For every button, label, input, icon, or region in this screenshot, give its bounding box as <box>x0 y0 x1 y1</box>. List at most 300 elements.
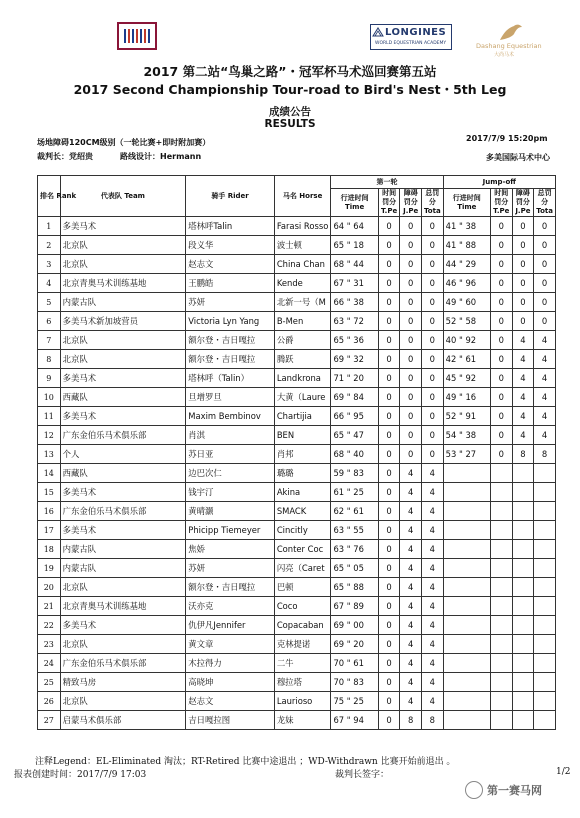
cell-jo-time <box>443 578 490 597</box>
cell-jo-time <box>443 502 490 521</box>
cell-team: 西藏队 <box>60 388 186 407</box>
cell-jo-total <box>534 578 556 597</box>
cell-rider: Phicipp Tiemeyer <box>186 521 275 540</box>
cell-horse: Copacaban <box>274 616 331 635</box>
cell-team: 多美马术新加坡营员 <box>60 312 186 331</box>
cell-jo-total: 0 <box>534 255 556 274</box>
cell-time: 65 " 47 <box>331 426 378 445</box>
cell-time: 59 " 83 <box>331 464 378 483</box>
chief-judge: 裁判长：党绍贵 <box>37 152 93 161</box>
cell-time-penalty: 0 <box>378 426 400 445</box>
cell-jo-time: 46 " 96 <box>443 274 490 293</box>
cell-horse: Laurioso <box>274 692 331 711</box>
table-row <box>38 635 556 654</box>
cell-time: 69 " 32 <box>331 350 378 369</box>
cell-jump-penalty: 4 <box>400 597 422 616</box>
cell-total: 4 <box>422 483 444 502</box>
cell-team: 多美马术 <box>60 217 186 236</box>
cell-time: 67 " 89 <box>331 597 378 616</box>
cell-team: 北京队 <box>60 255 186 274</box>
cell-jo-time: 49 " 16 <box>443 388 490 407</box>
cell-rank: 17 <box>38 521 61 540</box>
cell-team: 北京队 <box>60 350 186 369</box>
cell-team: 西藏队 <box>60 464 186 483</box>
cell-time-penalty: 0 <box>378 483 400 502</box>
cell-jo-jump-penalty <box>512 635 534 654</box>
cell-team: 广东金伯乐马术俱乐部 <box>60 502 186 521</box>
table-row <box>38 673 556 692</box>
cell-team: 北京队 <box>60 635 186 654</box>
cell-time: 65 " 88 <box>331 578 378 597</box>
cell-rank: 10 <box>38 388 61 407</box>
cell-jo-jump-penalty <box>512 711 534 730</box>
cell-jo-jump-penalty: 4 <box>512 331 534 350</box>
cell-horse: SMACK <box>274 502 331 521</box>
cell-horse: Farasi Rosso <box>274 217 331 236</box>
cell-total: 0 <box>422 350 444 369</box>
cell-total: 0 <box>422 274 444 293</box>
cell-jump-penalty: 4 <box>400 654 422 673</box>
col-horse: 马名 Horse <box>274 176 331 217</box>
cell-rider: 边巴次仁 <box>186 464 275 483</box>
cell-jo-total <box>534 521 556 540</box>
cell-total: 0 <box>422 445 444 464</box>
cell-time: 62 " 61 <box>331 502 378 521</box>
cell-jo-jump-penalty <box>512 502 534 521</box>
cell-jo-time-penalty: 0 <box>490 236 512 255</box>
col-time-penalty: 时间 罚分 T.Pe <box>378 189 400 217</box>
cell-jo-jump-penalty <box>512 597 534 616</box>
col-rider: 骑手 Rider <box>186 176 275 217</box>
cell-jo-time-penalty <box>490 483 512 502</box>
cell-jo-jump-penalty <box>512 578 534 597</box>
cell-jo-total <box>534 635 556 654</box>
table-row <box>38 293 556 312</box>
cell-time-penalty: 0 <box>378 654 400 673</box>
cell-jo-time: 42 " 61 <box>443 350 490 369</box>
cell-rider: 额尔登・吉日嘎拉 <box>186 350 275 369</box>
cell-rider: 苏日亚 <box>186 445 275 464</box>
table-row <box>38 407 556 426</box>
cell-time-penalty: 0 <box>378 236 400 255</box>
cell-rank: 8 <box>38 350 61 369</box>
cell-jo-time <box>443 521 490 540</box>
cell-horse: 璐璐 <box>274 464 331 483</box>
cell-time-penalty: 0 <box>378 407 400 426</box>
table-row <box>38 578 556 597</box>
cell-rank: 14 <box>38 464 61 483</box>
cell-jo-time-penalty <box>490 578 512 597</box>
cell-jo-time-penalty: 0 <box>490 217 512 236</box>
cell-horse: Akina <box>274 483 331 502</box>
cell-jump-penalty: 4 <box>400 635 422 654</box>
table-row <box>38 388 556 407</box>
cell-jo-total <box>534 673 556 692</box>
cell-team: 多美马术 <box>60 616 186 635</box>
cell-jo-total: 4 <box>534 426 556 445</box>
cell-rank: 15 <box>38 483 61 502</box>
cell-total: 4 <box>422 654 444 673</box>
cell-jo-jump-penalty <box>512 616 534 635</box>
longines-logo <box>370 24 452 50</box>
cell-time: 68 " 40 <box>331 445 378 464</box>
report-created: 报表创建时间：2017/7/9 17:03 <box>14 770 147 780</box>
cell-jump-penalty: 4 <box>400 616 422 635</box>
cell-rider: 塔林呼Talin <box>186 217 275 236</box>
cell-rank: 5 <box>38 293 61 312</box>
horse-icon <box>496 22 526 42</box>
cell-jo-time-penalty <box>490 597 512 616</box>
cell-jo-time-penalty <box>490 464 512 483</box>
cell-jump-penalty: 0 <box>400 255 422 274</box>
cell-rank: 3 <box>38 255 61 274</box>
cell-time-penalty: 0 <box>378 673 400 692</box>
cell-jo-time-penalty <box>490 616 512 635</box>
cell-jo-total: 4 <box>534 350 556 369</box>
cell-rank: 27 <box>38 711 61 730</box>
cell-rank: 20 <box>38 578 61 597</box>
cell-rank: 25 <box>38 673 61 692</box>
cell-horse: Landkrona <box>274 369 331 388</box>
cell-time: 63 " 72 <box>331 312 378 331</box>
cell-jo-jump-penalty <box>512 692 534 711</box>
table-row <box>38 521 556 540</box>
cell-jo-jump-penalty: 0 <box>512 236 534 255</box>
cell-jump-penalty: 0 <box>400 369 422 388</box>
cell-time-penalty: 0 <box>378 502 400 521</box>
cell-time-penalty: 0 <box>378 635 400 654</box>
cell-jump-penalty: 0 <box>400 274 422 293</box>
cell-rank: 1 <box>38 217 61 236</box>
cell-horse: Kende <box>274 274 331 293</box>
cell-horse: China Chan <box>274 255 331 274</box>
cell-team: 多美马术 <box>60 369 186 388</box>
cell-jo-jump-penalty: 4 <box>512 407 534 426</box>
col-time: 行进时间 Time <box>331 189 378 217</box>
cell-jo-time-penalty <box>490 711 512 730</box>
cell-rider: 吉日嘎拉图 <box>186 711 275 730</box>
cell-jump-penalty: 0 <box>400 217 422 236</box>
col-team: 代表队 Team <box>60 176 186 217</box>
table-row <box>38 331 556 350</box>
cell-rider: 焦娇 <box>186 540 275 559</box>
col-jump-penalty: 障碍 罚分 J.Pe <box>400 189 422 217</box>
cell-rank: 26 <box>38 692 61 711</box>
cell-jo-time-penalty <box>490 654 512 673</box>
cell-team: 北京青奥马术训练基地 <box>60 274 186 293</box>
cell-total: 0 <box>422 331 444 350</box>
cell-jo-time <box>443 559 490 578</box>
cell-time: 65 " 36 <box>331 331 378 350</box>
cell-jo-time <box>443 692 490 711</box>
cell-jo-time-penalty <box>490 559 512 578</box>
judge-signature: 裁判长签字： <box>335 770 390 780</box>
cell-jump-penalty: 0 <box>400 236 422 255</box>
cell-jo-time <box>443 483 490 502</box>
cell-jo-jump-penalty: 0 <box>512 255 534 274</box>
cell-jo-time: 52 " 58 <box>443 312 490 331</box>
cell-jo-time <box>443 540 490 559</box>
col-group-jumpoff: Jump-off <box>443 176 555 189</box>
cell-total: 4 <box>422 635 444 654</box>
table-row <box>38 312 556 331</box>
cell-jo-total: 4 <box>534 407 556 426</box>
longines-logo-sub: WORLD EQUESTRIAN ACADEMY <box>375 41 447 46</box>
cell-rank: 6 <box>38 312 61 331</box>
cell-jo-total <box>534 654 556 673</box>
table-row <box>38 654 556 673</box>
dashang-logo-en: Dashang Equestrian <box>476 42 542 50</box>
legend-note: 注释Legend：EL-Eliminated 淘汰；RT-Retired 比赛中途退出 ；WD-Withdrawn 比赛开始前退出 。 <box>35 757 456 767</box>
cell-time-penalty: 0 <box>378 540 400 559</box>
cell-jo-jump-penalty: 4 <box>512 369 534 388</box>
cell-jo-time <box>443 654 490 673</box>
cell-jo-total <box>534 616 556 635</box>
cell-jump-penalty: 0 <box>400 407 422 426</box>
cell-horse: 大黄（Laure <box>274 388 331 407</box>
cell-horse: 二牛 <box>274 654 331 673</box>
results-table <box>37 175 556 730</box>
cell-jo-time: 49 " 60 <box>443 293 490 312</box>
longines-logo-name: LONGINES <box>385 27 447 38</box>
cell-team: 多美马术 <box>60 483 186 502</box>
cell-team: 广东金伯乐马术俱乐部 <box>60 426 186 445</box>
cell-rider: 木拉得力 <box>186 654 275 673</box>
cell-jo-total: 4 <box>534 369 556 388</box>
cell-horse: 肖邦 <box>274 445 331 464</box>
event-logo <box>117 22 157 50</box>
cell-total: 4 <box>422 540 444 559</box>
cell-jo-jump-penalty: 4 <box>512 350 534 369</box>
cell-jump-penalty: 4 <box>400 692 422 711</box>
cell-time: 69 " 20 <box>331 635 378 654</box>
table-row <box>38 255 556 274</box>
cell-time-penalty: 0 <box>378 293 400 312</box>
cell-jo-time-penalty: 0 <box>490 369 512 388</box>
cell-time-penalty: 0 <box>378 597 400 616</box>
cell-time-penalty: 0 <box>378 692 400 711</box>
cell-time-penalty: 0 <box>378 388 400 407</box>
cell-horse: 巴顿 <box>274 578 331 597</box>
cell-horse: Chartijia <box>274 407 331 426</box>
cell-jo-time-penalty: 0 <box>490 274 512 293</box>
cell-jo-total: 0 <box>534 312 556 331</box>
cell-team: 北京队 <box>60 692 186 711</box>
cell-total: 0 <box>422 388 444 407</box>
col-jo-total: 总罚 分 Tota <box>534 189 556 217</box>
cell-time-penalty: 0 <box>378 369 400 388</box>
cell-jo-total: 0 <box>534 293 556 312</box>
cell-jump-penalty: 4 <box>400 540 422 559</box>
cell-rank: 19 <box>38 559 61 578</box>
cell-team: 多美马术 <box>60 521 186 540</box>
cell-team: 北京队 <box>60 236 186 255</box>
subtitle-en: RESULTS <box>264 118 316 130</box>
cell-total: 0 <box>422 293 444 312</box>
cell-rider: Victoria Lyn Yang <box>186 312 275 331</box>
cell-jo-time <box>443 464 490 483</box>
cell-horse: 闪亮（Caret <box>274 559 331 578</box>
cell-jo-time-penalty: 0 <box>490 350 512 369</box>
cell-team: 内蒙古队 <box>60 559 186 578</box>
cell-time-penalty: 0 <box>378 350 400 369</box>
cell-jump-penalty: 0 <box>400 312 422 331</box>
cell-team: 内蒙古队 <box>60 540 186 559</box>
cell-time: 65 " 18 <box>331 236 378 255</box>
cell-time: 67 " 94 <box>331 711 378 730</box>
cell-jo-total <box>534 711 556 730</box>
cell-team: 内蒙古队 <box>60 293 186 312</box>
cell-rank: 24 <box>38 654 61 673</box>
cell-time: 75 " 25 <box>331 692 378 711</box>
wing-icon <box>373 28 383 37</box>
col-rank: 排名 Rank <box>38 176 61 217</box>
table-row <box>38 616 556 635</box>
cell-time: 64 " 64 <box>331 217 378 236</box>
cell-jo-jump-penalty <box>512 483 534 502</box>
cell-jo-time-penalty <box>490 521 512 540</box>
cell-jump-penalty: 4 <box>400 502 422 521</box>
cell-rank: 12 <box>38 426 61 445</box>
cell-jo-time: 53 " 27 <box>443 445 490 464</box>
cell-jo-time-penalty <box>490 502 512 521</box>
dashang-logo-cn: 大尚马术 <box>494 52 515 58</box>
cell-jo-total: 0 <box>534 274 556 293</box>
cell-jo-jump-penalty: 0 <box>512 293 534 312</box>
cell-rider: 额尔登・吉日嘎拉 <box>186 578 275 597</box>
cell-time-penalty: 0 <box>378 445 400 464</box>
cell-rider: 段义华 <box>186 236 275 255</box>
cell-rider: 苏妍 <box>186 559 275 578</box>
cell-jump-penalty: 4 <box>400 578 422 597</box>
cell-jump-penalty: 0 <box>400 331 422 350</box>
cell-time-penalty: 0 <box>378 331 400 350</box>
cell-jump-penalty: 0 <box>400 445 422 464</box>
watermark-text: 第一赛马网 <box>487 784 542 797</box>
cell-jo-time-penalty: 0 <box>490 426 512 445</box>
cell-total: 0 <box>422 312 444 331</box>
cell-total: 0 <box>422 255 444 274</box>
course-designer: 路线设计：Hermann <box>120 152 202 161</box>
col-group-round1: 第一轮 <box>331 176 443 189</box>
cell-time-penalty: 0 <box>378 312 400 331</box>
cell-rank: 9 <box>38 369 61 388</box>
cell-time-penalty: 0 <box>378 521 400 540</box>
cell-horse: 波士顿 <box>274 236 331 255</box>
cell-time: 65 " 05 <box>331 559 378 578</box>
cell-jo-total <box>534 502 556 521</box>
cell-rider: 仇伊凡Jennifer <box>186 616 275 635</box>
cell-horse: B-Men <box>274 312 331 331</box>
cell-jo-jump-penalty <box>512 673 534 692</box>
cell-jo-jump-penalty: 0 <box>512 312 534 331</box>
cell-jo-jump-penalty: 0 <box>512 217 534 236</box>
cell-total: 4 <box>422 464 444 483</box>
cell-jo-total <box>534 483 556 502</box>
cell-jump-penalty: 0 <box>400 293 422 312</box>
cell-total: 4 <box>422 692 444 711</box>
cell-time: 68 " 44 <box>331 255 378 274</box>
cell-rank: 13 <box>38 445 61 464</box>
cell-jo-time-penalty: 0 <box>490 407 512 426</box>
cell-time-penalty: 0 <box>378 711 400 730</box>
cell-rank: 11 <box>38 407 61 426</box>
col-jo-time-penalty: 时间 罚分 T.Pe <box>490 189 512 217</box>
table-row <box>38 483 556 502</box>
table-row <box>38 274 556 293</box>
cell-jo-jump-penalty <box>512 521 534 540</box>
cell-total: 0 <box>422 217 444 236</box>
table-row <box>38 350 556 369</box>
cell-jo-time: 45 " 92 <box>443 369 490 388</box>
cell-rank: 16 <box>38 502 61 521</box>
cell-jo-total: 0 <box>534 217 556 236</box>
cell-total: 0 <box>422 426 444 445</box>
cell-jump-penalty: 0 <box>400 388 422 407</box>
dashang-logo <box>476 22 546 56</box>
cell-jo-time: 41 " 38 <box>443 217 490 236</box>
cell-team: 精致马房 <box>60 673 186 692</box>
cell-jo-jump-penalty <box>512 559 534 578</box>
cell-jump-penalty: 8 <box>400 711 422 730</box>
cell-time-penalty: 0 <box>378 274 400 293</box>
watermark <box>465 781 542 799</box>
cell-horse: 腾跃 <box>274 350 331 369</box>
cell-rider: 苏妍 <box>186 293 275 312</box>
cell-total: 4 <box>422 673 444 692</box>
cell-horse: 公爵 <box>274 331 331 350</box>
page-number: 1/2 <box>556 767 571 777</box>
cell-jo-jump-penalty: 4 <box>512 388 534 407</box>
cell-horse: 穆拉塔 <box>274 673 331 692</box>
cell-horse: BEN <box>274 426 331 445</box>
cell-jump-penalty: 4 <box>400 559 422 578</box>
cell-jo-total: 4 <box>534 331 556 350</box>
cell-time: 70 " 83 <box>331 673 378 692</box>
cell-jo-jump-penalty: 8 <box>512 445 534 464</box>
table-row <box>38 426 556 445</box>
cell-jo-time <box>443 635 490 654</box>
cell-total: 4 <box>422 578 444 597</box>
table-row <box>38 597 556 616</box>
cell-time-penalty: 0 <box>378 578 400 597</box>
cell-jo-total <box>534 540 556 559</box>
cell-jo-time-penalty: 0 <box>490 445 512 464</box>
cell-rank: 2 <box>38 236 61 255</box>
cell-total: 4 <box>422 597 444 616</box>
cell-rider: 黄晴灏 <box>186 502 275 521</box>
event-datetime: 2017/7/9 15:20pm <box>466 134 548 143</box>
col-jo-jump-penalty: 障碍 罚分 J.Pe <box>512 189 534 217</box>
cell-total: 4 <box>422 559 444 578</box>
cell-time-penalty: 0 <box>378 255 400 274</box>
cell-time: 69 " 00 <box>331 616 378 635</box>
cell-total: 4 <box>422 502 444 521</box>
cell-rider: 塔林呼（Talin） <box>186 369 275 388</box>
cell-rider: Maxim Bembinov <box>186 407 275 426</box>
cell-time-penalty: 0 <box>378 616 400 635</box>
cell-jo-time: 40 " 92 <box>443 331 490 350</box>
cell-jo-total: 8 <box>534 445 556 464</box>
table-row <box>38 369 556 388</box>
cell-rank: 22 <box>38 616 61 635</box>
cell-rank: 18 <box>38 540 61 559</box>
cell-rank: 4 <box>38 274 61 293</box>
table-row <box>38 236 556 255</box>
cell-jump-penalty: 4 <box>400 483 422 502</box>
cell-rider: 钱宇汀 <box>186 483 275 502</box>
cell-team: 多美马术 <box>60 407 186 426</box>
